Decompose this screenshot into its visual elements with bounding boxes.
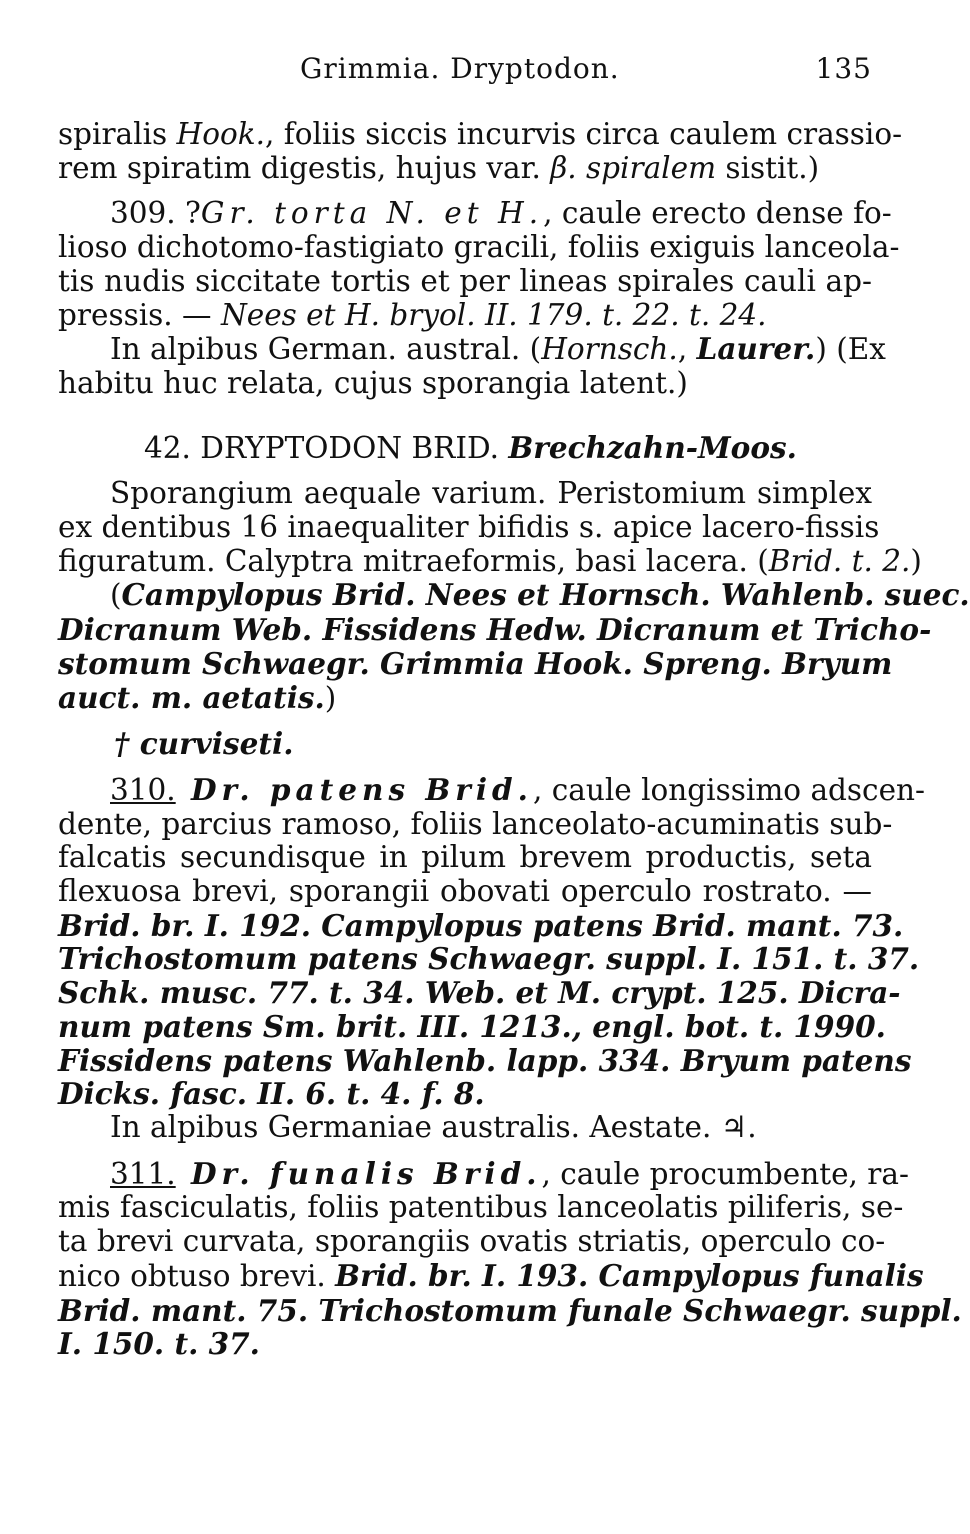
text-line: spiralis Hook., foliis siccis incurvis circa caulem crassio- xyxy=(58,117,903,151)
page-number: 135 xyxy=(815,52,872,85)
text-line: In alpibus Germaniae australis. Aestate. ♃. xyxy=(110,1109,757,1144)
text-line: nico obtuso brevi. Brid. br. I. 193. Campylopus funalis xyxy=(58,1257,924,1293)
text-line: I. 150. t. 37. xyxy=(58,1326,260,1362)
text-line: In alpibus German. austral. (Hornsch., Laurer.) (Ex xyxy=(110,331,886,367)
genus-heading: 42. DRYPTODON BRID. Brechzahn-Moos. xyxy=(144,429,797,465)
text-line: ta brevi curvata, sporangiis ovatis striatis, operculo co- xyxy=(58,1224,886,1259)
text-line: Dicks. fasc. II. 6. t. 4. f. 8. xyxy=(58,1076,485,1112)
page-body xyxy=(58,117,970,1362)
text-line: Brid. br. I. 192. Campylopus patens Brid. mant. 73. xyxy=(58,907,904,943)
text-line: auct. m. aetatis.) xyxy=(58,679,337,715)
text-line: Sporangium aequale varium. Peristomium simplex xyxy=(110,476,872,511)
text-line: num patens Sm. brit. III. 1213., engl. bot. t. 1990. xyxy=(58,1008,886,1044)
running-header xyxy=(60,52,872,96)
text-line: Trichostomum patens Schwaegr. suppl. I. 151. t. 37. xyxy=(58,941,920,977)
text-line: Brid. mant. 75. Trichostomum funale Schwaegr. suppl. xyxy=(58,1292,962,1328)
text-line: stomum Schwaegr. Grimmia Hook. Spreng. Bryum xyxy=(58,645,893,681)
text-line: Dicranum Web. Fissidens Hedw. Dicranum et Tricho- xyxy=(58,612,932,648)
entry-310: 310. Dr. patens Brid., caule longissimo adscen- xyxy=(110,771,925,807)
text-line: pressis. — Nees et H. bryol. II. 179. t. 22. t. 24. xyxy=(58,297,767,332)
text-line: ex dentibus 16 inaequaliter bifidis s. apice lacero-fissis xyxy=(58,510,880,545)
text-line: falcatis secundisque in pilum brevem productis, seta xyxy=(58,840,872,875)
text-line: lioso dichotomo-fastigiato gracili, foliis exiguis lanceola- xyxy=(58,230,900,265)
text-line: Fissidens patens Wahlenb. lapp. 334. Bryum patens xyxy=(58,1042,912,1078)
section-dagger: † curviseti. xyxy=(114,726,294,762)
text-line: tis nudis siccitate tortis et per lineas spirales cauli ap- xyxy=(58,263,872,298)
running-title: Grimmia. Dryptodon. xyxy=(300,52,620,85)
text-line: figuratum. Calyptra mitraeformis, basi lacera. (Brid. t. 2.) xyxy=(58,543,922,578)
entry-309: 309. ?Gr. torta N. et H., caule erecto dense fo- xyxy=(110,196,892,231)
text-line: (Campylopus Brid. Nees et Hornsch. Wahlenb. suec. xyxy=(110,577,970,613)
text-line: habitu huc relata, cujus sporangia latent.) xyxy=(58,365,688,400)
entry-311: 311. Dr. funalis Brid., caule procumbente, ra- xyxy=(110,1155,909,1191)
text-line: mis fasciculatis, foliis patentibus lanceolatis piliferis, se- xyxy=(58,1190,904,1225)
text-line: Schk. musc. 77. t. 34. Web. et M. crypt. 125. Dicra- xyxy=(58,975,901,1011)
text-line: flexuosa brevi, sporangii obovati operculo rostrato. — xyxy=(58,874,872,909)
text-line: rem spiratim digestis, hujus var. β. spiralem sistit.) xyxy=(58,150,820,185)
text-line: dente, parcius ramoso, foliis lanceolato-acuminatis sub- xyxy=(58,806,893,841)
